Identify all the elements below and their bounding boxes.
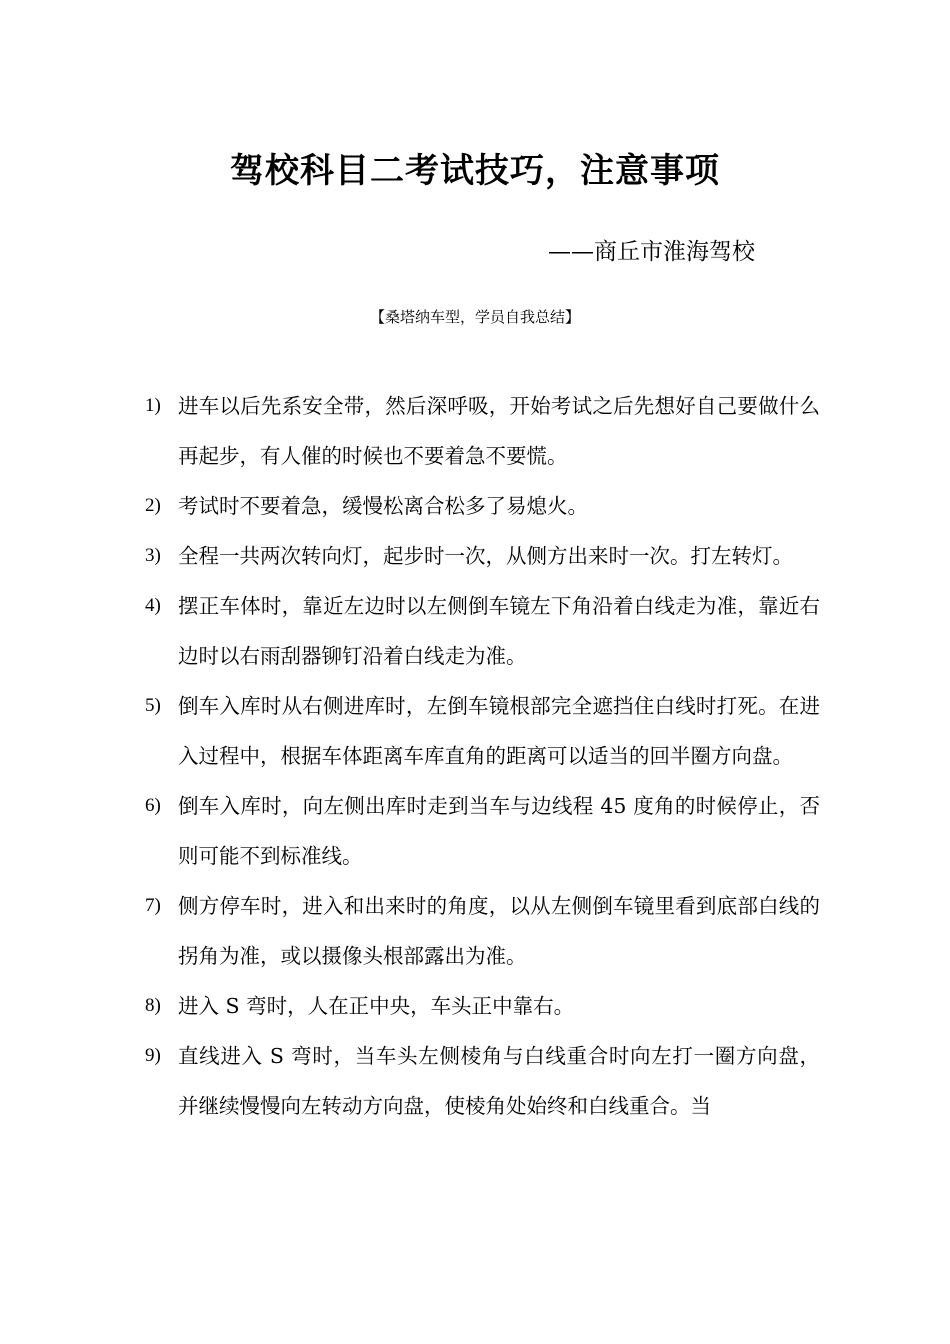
list-item-number: 2) [145, 495, 161, 516]
list-item-text: 侧方停车时，进入和出来时的角度，以从左侧倒车镜里看到底部白线的拐角为准，或以摄像头根部露出为准。 [178, 894, 820, 968]
tips-list [145, 381, 820, 1131]
list-item-number: 5) [145, 695, 161, 716]
document-subtitle: 【桑塔纳车型，学员自我总结】 [369, 308, 580, 326]
list-item-number: 8) [145, 995, 161, 1016]
list-item-text: 倒车入库时从右侧进库时，左倒车镜根部完全遮挡住白线时打死。在进入过程中，根据车体距离车库直角的距离可以适当的回半圈方向盘。 [178, 694, 820, 768]
list-item-text: 全程一共两次转向灯，起步时一次，从侧方出来时一次。打左转灯。 [178, 544, 793, 568]
list-item [145, 781, 820, 881]
list-item-number: 6) [145, 795, 161, 816]
document-author: ——商丘市淮海驾校 [548, 239, 755, 265]
list-item-text: 进入 S 弯时，人在正中央，车头正中靠右。 [178, 994, 575, 1018]
list-item-text: 进车以后先系安全带，然后深呼吸，开始考试之后先想好自己要做什么再起步，有人催的时候也不要着急不要慌。 [178, 394, 820, 468]
list-item-number: 3) [145, 545, 161, 566]
list-item [145, 881, 820, 981]
list-item-text: 考试时不要着急，缓慢松离合松多了易熄火。 [178, 494, 588, 518]
document-title: 驾校科目二考试技巧，注意事项 [230, 151, 720, 191]
list-item [145, 681, 820, 781]
list-item [145, 481, 820, 531]
list-item-number: 1) [145, 395, 161, 416]
list-item [145, 381, 820, 481]
list-item [145, 581, 820, 681]
list-item-number: 4) [145, 595, 161, 616]
list-item [145, 531, 820, 581]
list-item-number: 7) [145, 895, 161, 916]
list-item-number: 9) [145, 1045, 161, 1066]
list-item [145, 981, 820, 1031]
list-item [145, 1031, 820, 1131]
list-item-text: 直线进入 S 弯时，当车头左侧棱角与白线重合时向左打一圈方向盘，并继续慢慢向左转动方向盘，使棱角处始终和白线重合。当 [178, 1044, 820, 1118]
list-item-text: 倒车入库时，向左侧出库时走到当车与边线程 45 度角的时候停止，否则可能不到标准线。 [178, 794, 820, 868]
list-item-text: 摆正车体时，靠近左边时以左侧倒车镜左下角沿着白线走为准，靠近右边时以右雨刮器铆钉沿着白线走为准。 [178, 594, 820, 668]
